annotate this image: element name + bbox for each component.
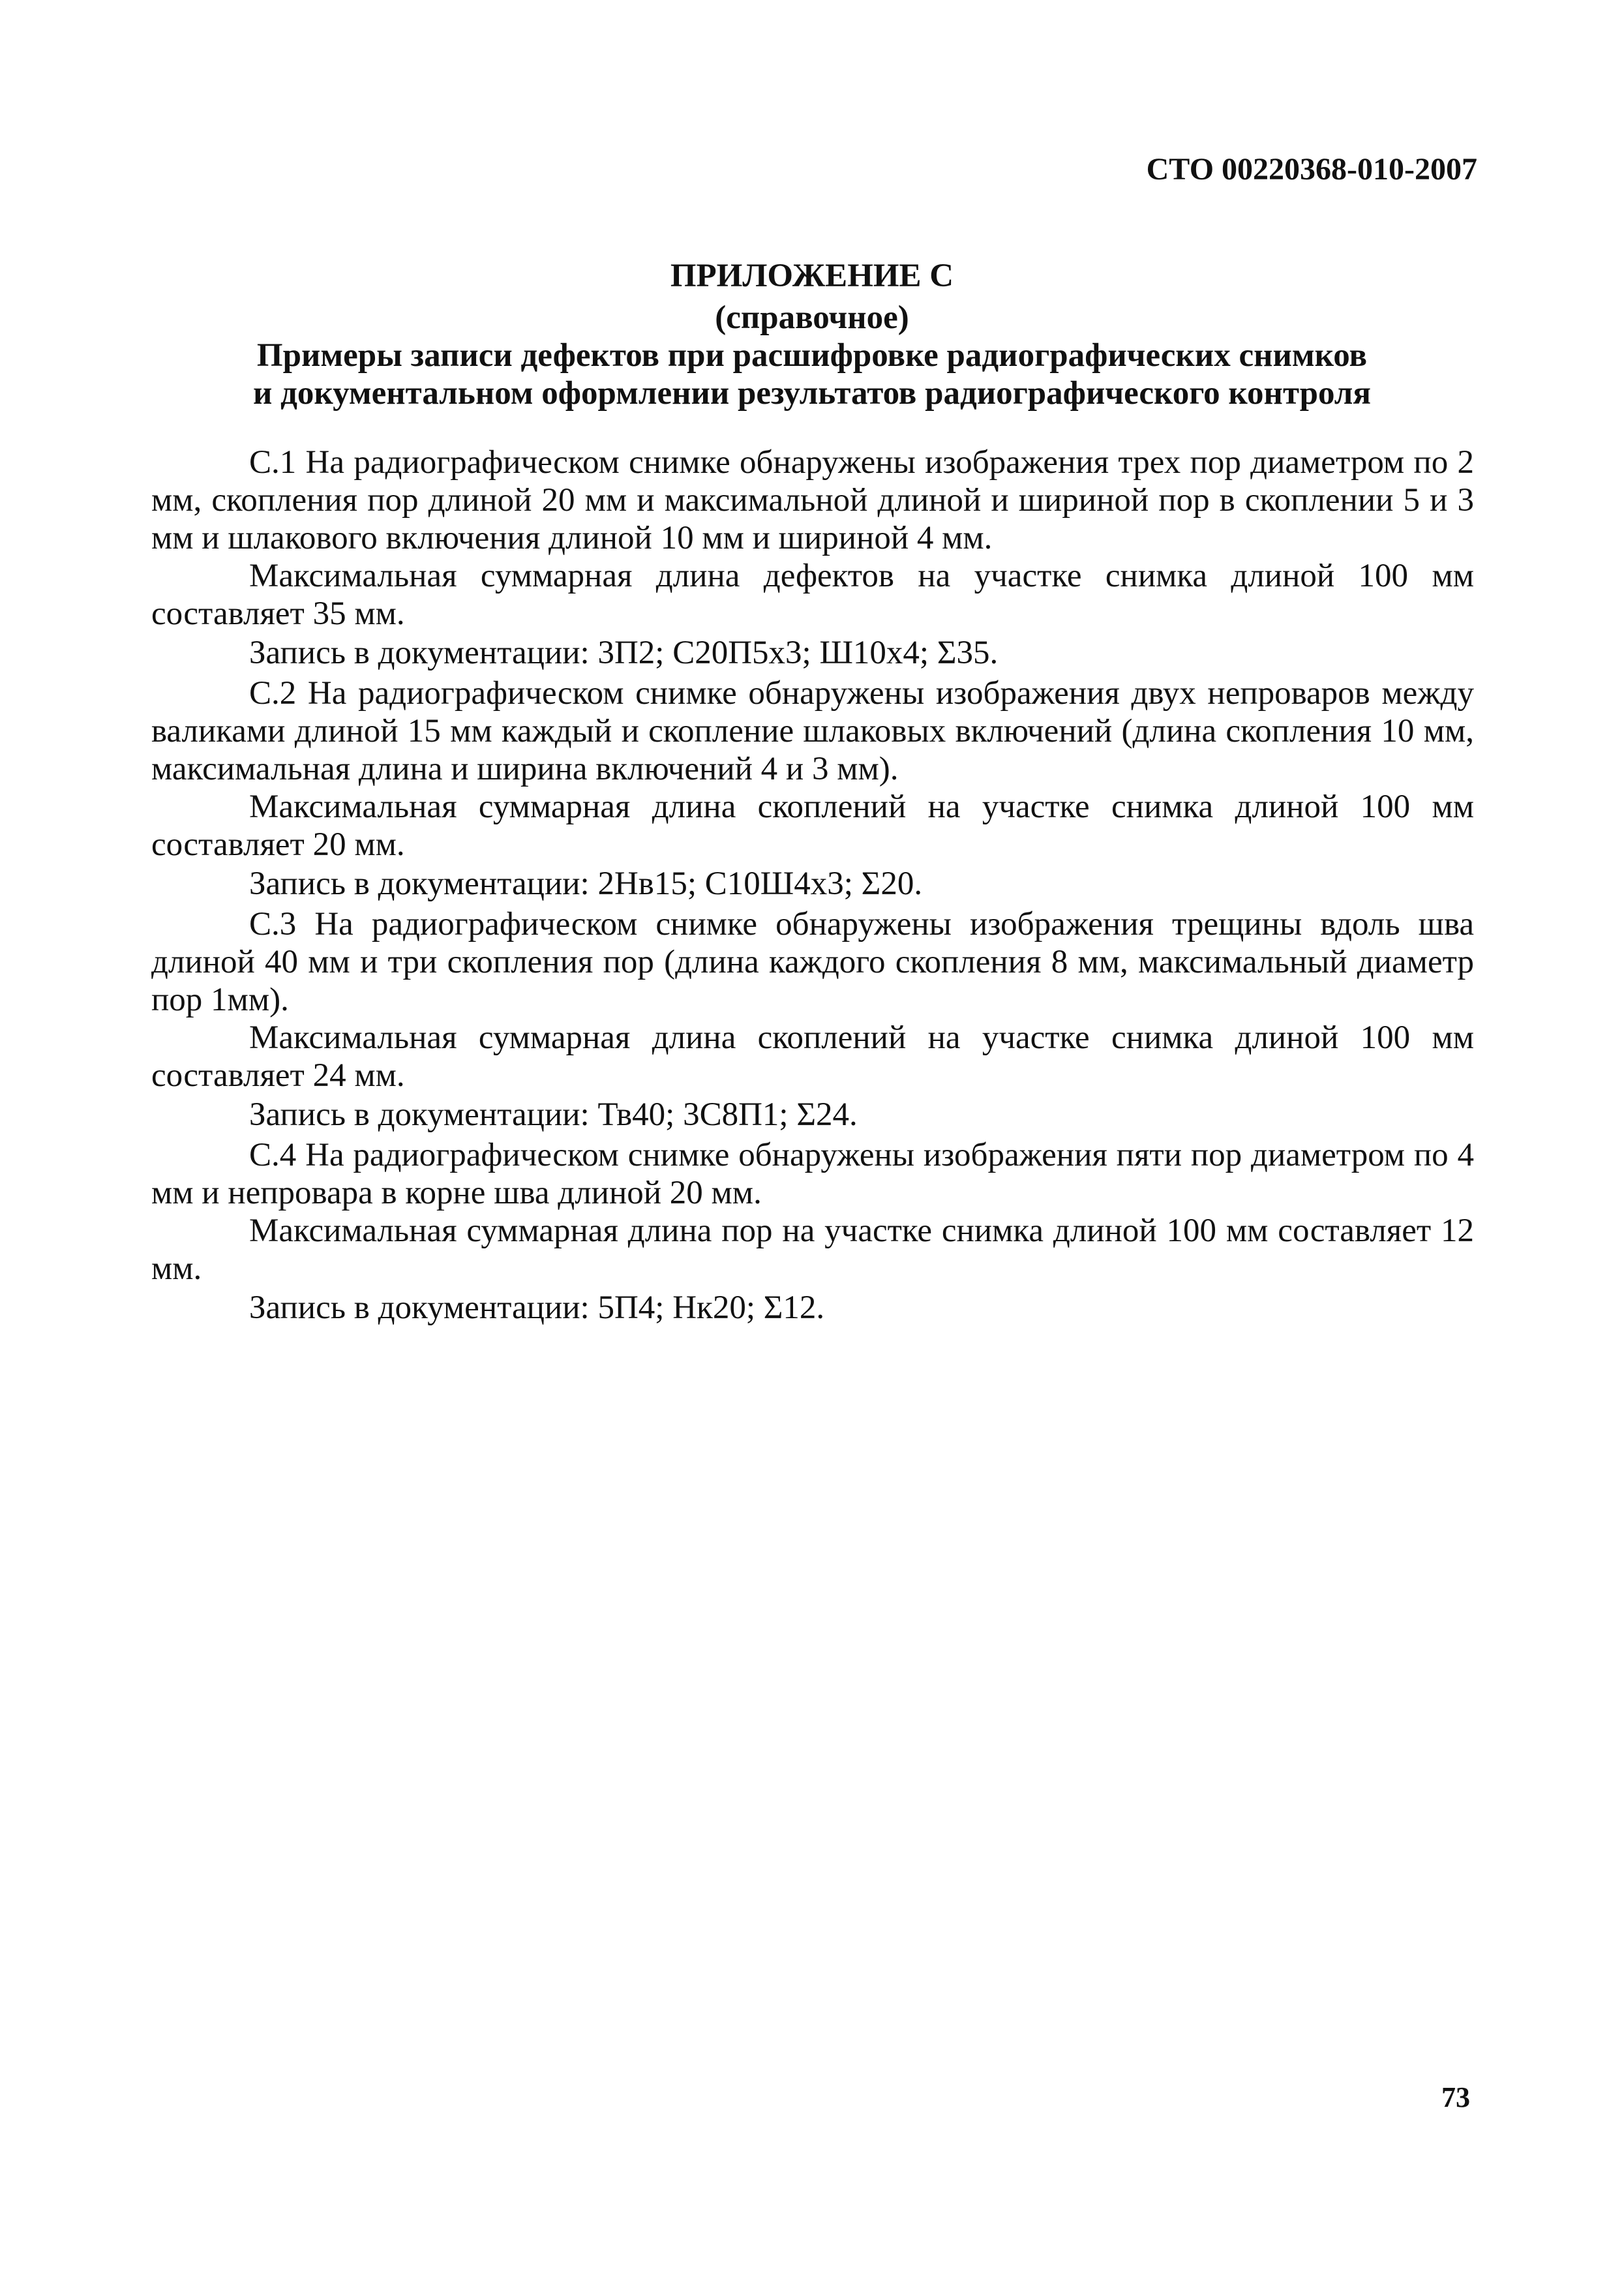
section-description: С.1 На радиографическом снимке обнаружены изображения трех пор диаметром по 2 мм, скопления пор длиной 20 мм и максимальной длиной и шириной пор в скоплении 5 и 3 мм и шлакового включения длиной 10 мм и шириной 4 мм. bbox=[151, 444, 1474, 556]
section-record: Запись в документации: 2Нв15; С10Ш4х3; Σ20. bbox=[249, 866, 923, 902]
section-c3 bbox=[151, 905, 1474, 1134]
section-record: Запись в документации: 5П4; Нк20; Σ12. bbox=[249, 1289, 825, 1326]
document-body bbox=[151, 442, 1474, 1329]
appendix-type: (справочное) bbox=[715, 299, 909, 336]
appendix-title-line-2: и документальном оформлении результатов радиографического контроля bbox=[252, 375, 1372, 412]
section-summary: Максимальная суммарная длина скоплений на участке снимка длиной 100 мм составляет 24 мм. bbox=[151, 1019, 1474, 1094]
section-summary: Максимальная суммарная длина дефектов на участке снимка длиной 100 мм составляет 35 мм. bbox=[151, 558, 1474, 632]
section-c4 bbox=[151, 1136, 1474, 1327]
section-c1 bbox=[151, 444, 1474, 672]
section-summary: Максимальная суммарная длина пор на участке снимка длиной 100 мм составляет 12 мм. bbox=[151, 1213, 1474, 1287]
section-record: Запись в документации: Тв40; 3С8П1; Σ24. bbox=[249, 1096, 858, 1133]
section-description: С.2 На радиографическом снимке обнаружены изображения двух непроваров между валиками длиной 15 мм каждый и скопление шлаковых включений (длина скопления 10 мм, максимальная длина и ширина включений 4 и 3 мм). bbox=[151, 675, 1474, 787]
appendix-heading: ПРИЛОЖЕНИЕ С bbox=[670, 258, 954, 294]
section-description: С.4 На радиографическом снимке обнаружены изображения пяти пор диаметром по 4 мм и непровара в корне шва длиной 20 мм. bbox=[151, 1137, 1474, 1211]
section-c2 bbox=[151, 674, 1474, 903]
page-number: 73 bbox=[1441, 2081, 1470, 2113]
section-summary: Максимальная суммарная длина скоплений на участке снимка длиной 100 мм составляет 20 мм. bbox=[151, 789, 1474, 863]
section-description: С.3 На радиографическом снимке обнаружены изображения трещины вдоль шва длиной 40 мм и три скопления пор (длина каждого скопления 8 мм, максимальный диаметр пор 1мм). bbox=[151, 906, 1474, 1018]
section-record: Запись в документации: 3П2; С20П5х3; Ш10х4; Σ35. bbox=[249, 635, 999, 671]
appendix-title-line-1: Примеры записи дефектов при расшифровке радиографических снимков bbox=[256, 337, 1368, 374]
document-code: СТО 00220368-010-2007 bbox=[1146, 152, 1477, 187]
